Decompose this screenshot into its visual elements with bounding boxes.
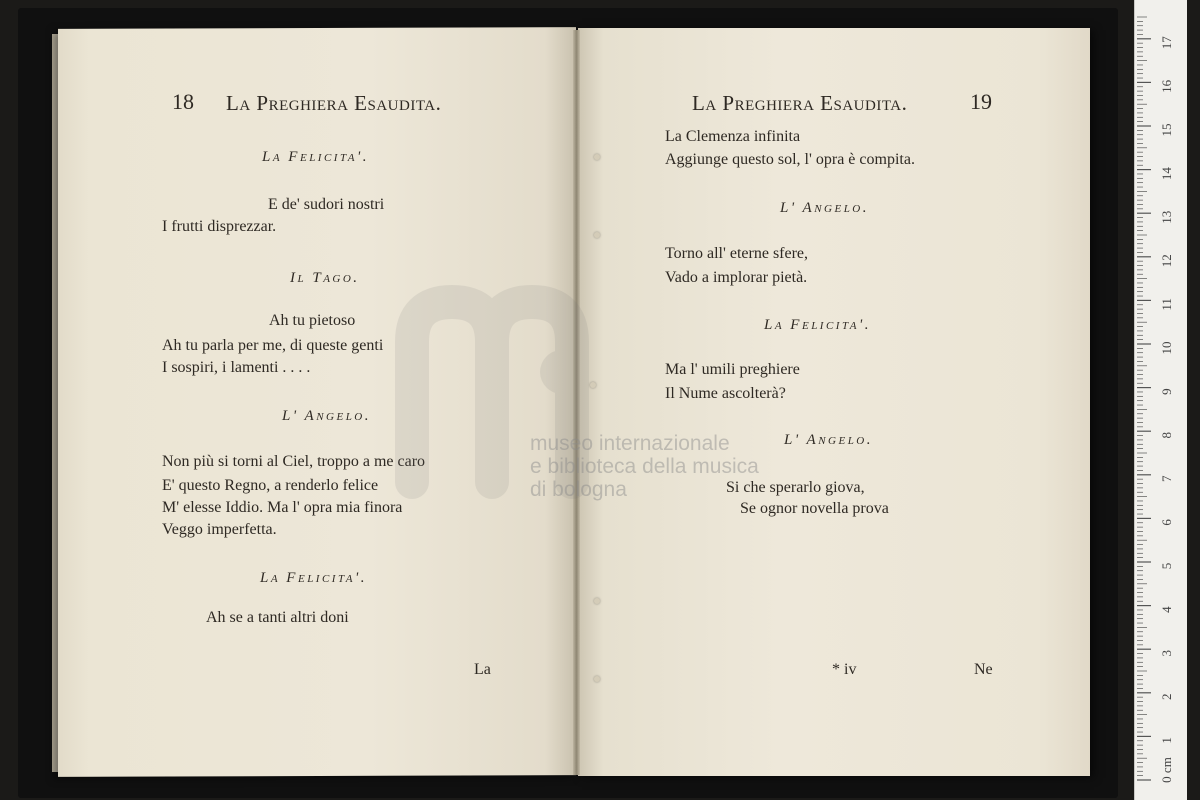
right-catchword: Ne	[974, 661, 993, 678]
watermark-text	[530, 432, 759, 501]
ruler-label: 16	[1159, 79, 1174, 93]
speaker-label: L' Angelo.	[780, 200, 870, 216]
ruler-unit-label: 0 cm	[1159, 757, 1174, 783]
ruler-label: 11	[1159, 298, 1174, 311]
ruler-label: 1	[1159, 737, 1174, 744]
left-catchword: La	[474, 661, 491, 678]
ruler-label: 17	[1159, 36, 1174, 50]
verse-line: E de' sudori nostri	[268, 196, 385, 213]
verse-line: La Clemenza infinita	[665, 128, 801, 145]
watermark-line: e biblioteca della musica	[530, 455, 759, 478]
verse-line: M' elesse Iddio. Ma l' opra mia finora	[162, 499, 403, 516]
verse-line: Non più si torni al Ciel, troppo a me caro	[162, 453, 426, 470]
verse-line: I sospiri, i lamenti . . . .	[162, 359, 311, 376]
right-page-number: 19	[970, 89, 992, 114]
verse-line: Aggiunge questo sol, l' opra è compita.	[665, 151, 915, 168]
ruler-label: 10	[1159, 341, 1174, 355]
speaker-label: La Felicita'.	[260, 570, 367, 586]
verse-line: Il Nume ascolterà?	[665, 385, 786, 402]
ruler-label: 6	[1159, 519, 1174, 526]
ruler-label: 9	[1159, 388, 1174, 395]
speaker-label: La Felicita'.	[262, 149, 369, 165]
left-page-number: 18	[172, 89, 194, 114]
measurement-ruler	[1134, 0, 1187, 800]
speaker-label: L' Angelo.	[282, 408, 372, 424]
verse-line: Vado a implorar pietà.	[665, 269, 808, 286]
verse-line: I frutti disprezzar.	[162, 218, 277, 235]
ruler-label: 13	[1159, 210, 1174, 224]
watermark-line: di bologna	[530, 478, 627, 501]
signature-mark: * iv	[832, 661, 857, 678]
ruler-scale	[1135, 0, 1187, 800]
speaker-label: Il Tago.	[290, 270, 360, 286]
ruler-label: 4	[1159, 606, 1174, 613]
speaker-label: L' Angelo.	[784, 432, 874, 448]
left-running-title: La Preghiera Esaudita.	[226, 91, 442, 115]
right-running-title: La Preghiera Esaudita.	[692, 91, 908, 115]
verse-line: Se ognor novella prova	[740, 500, 889, 517]
ruler-label: 15	[1159, 123, 1174, 137]
ruler-label: 14	[1159, 167, 1174, 181]
verse-line: Veggo imperfetta.	[162, 521, 277, 538]
ruler-label: 12	[1159, 254, 1174, 268]
ruler-label: 7	[1159, 475, 1174, 483]
ruler-label: 2	[1159, 693, 1174, 701]
speaker-label: La Felicita'.	[764, 317, 871, 333]
ruler-label: 5	[1159, 562, 1174, 570]
verse-line: Ah tu pietoso	[269, 312, 356, 329]
verse-line: Ah tu parla per me, di queste genti	[162, 337, 384, 354]
left-page	[58, 27, 576, 777]
verse-line: E' questo Regno, a renderlo felice	[162, 477, 379, 494]
book-gutter	[573, 30, 580, 775]
verse-line: Si che sperarlo giova,	[726, 479, 865, 496]
verse-line: Ah se a tanti altri doni	[206, 609, 349, 626]
ruler-label: 8	[1159, 431, 1174, 439]
verse-line: Ma l' umili preghiere	[665, 361, 800, 378]
watermark-line: museo internazionale	[530, 432, 730, 455]
verse-line: Torno all' eterne sfere,	[665, 245, 809, 262]
ruler-label: 3	[1159, 649, 1174, 657]
